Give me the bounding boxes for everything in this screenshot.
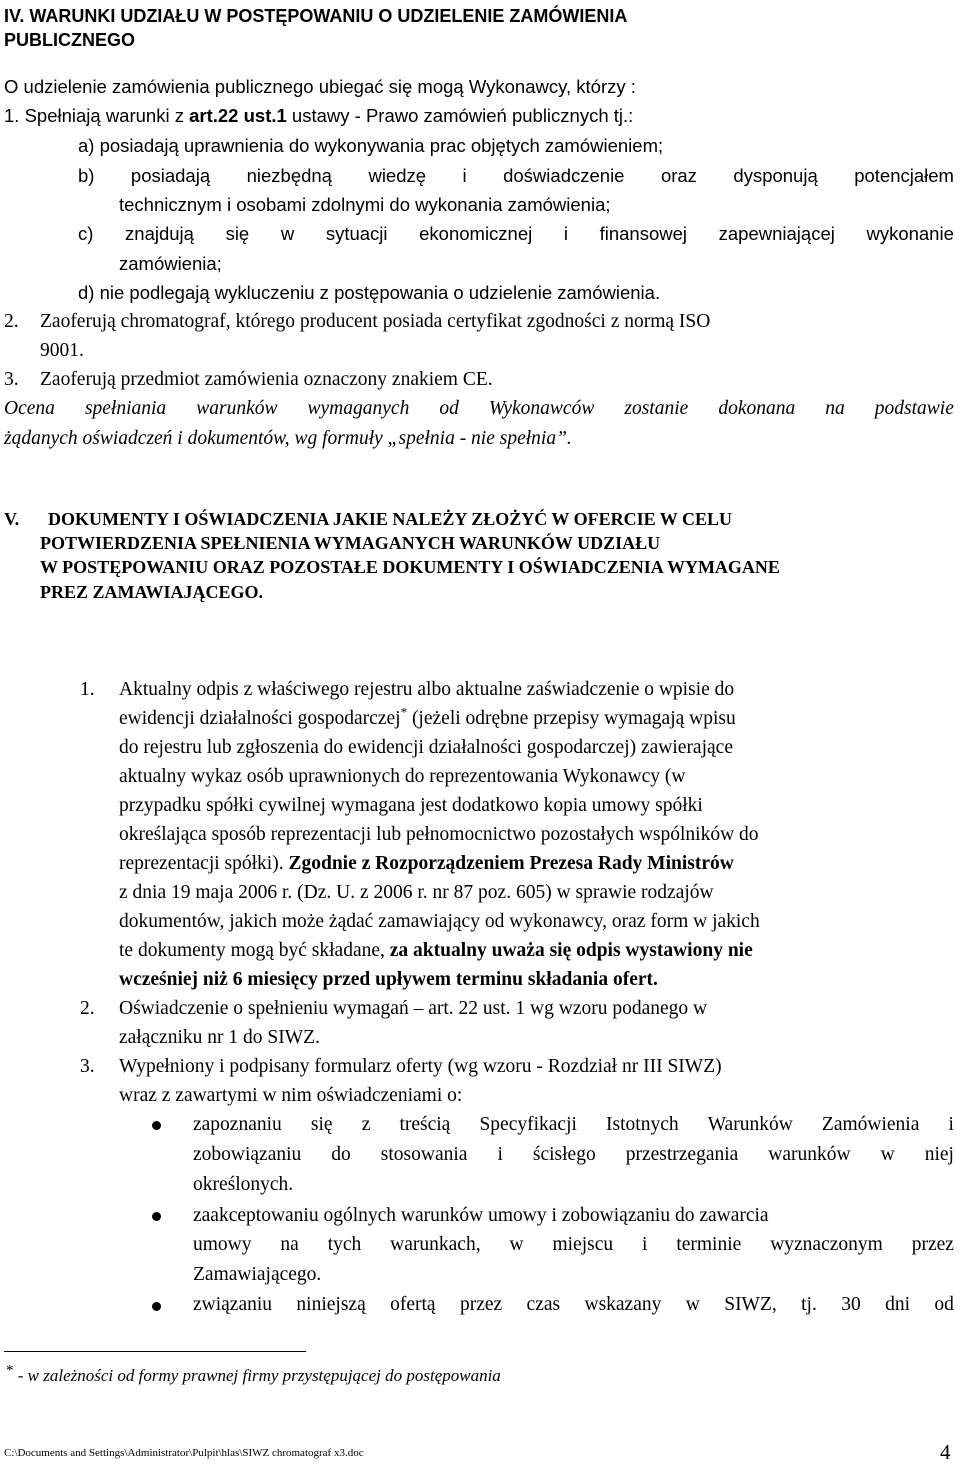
section5-item2-line1: Oświadczenie o spełnieniu wymagań – art. 22 ust. 1 wg wzoru podanego w bbox=[119, 998, 708, 1019]
bullet bbox=[152, 1212, 161, 1221]
section5-item3-line2: wraz z zawartymi w nim oświadczeniami o: bbox=[119, 1085, 463, 1106]
section5-item1-line5: przypadku spółki cywilnej wymagana jest dodatkowo kopia umowy spółki bbox=[119, 795, 703, 816]
section5-heading-number: V. bbox=[4, 509, 20, 529]
word: oraz bbox=[660, 165, 697, 186]
section5-item1-regulation: Zgodnie z Rozporządzeniem Prezesa Rady Ministrów bbox=[288, 853, 734, 874]
section5-item2-number: 2. bbox=[80, 998, 95, 1019]
section4-heading-line2: PUBLICZNEGO bbox=[4, 30, 136, 50]
word: od bbox=[439, 398, 459, 419]
word: dysponują bbox=[733, 165, 818, 186]
section4-item2-number: 2. bbox=[4, 311, 19, 332]
word: finansowej bbox=[599, 223, 688, 244]
bullet1-line1 bbox=[193, 1113, 954, 1137]
word: warunków bbox=[768, 1144, 851, 1165]
section4-item1-text: 1. Spełniają warunki z bbox=[4, 105, 190, 126]
word: umowy bbox=[193, 1234, 252, 1255]
word: Warunków bbox=[707, 1114, 793, 1135]
word: stosowania bbox=[380, 1144, 468, 1165]
word: Wykonawców bbox=[488, 398, 595, 419]
bullet bbox=[152, 1302, 161, 1311]
section5-item1-line8: z dnia 19 maja 2006 r. (Dz. U. z 2006 r. nr 87 poz. 605) w sprawie rodzajów bbox=[119, 882, 714, 903]
word: miejscu bbox=[552, 1234, 614, 1255]
word: i bbox=[642, 1234, 648, 1255]
footnote-text: w zależności od formy prawnej firmy przystępującej do postępowania bbox=[27, 1366, 501, 1385]
word: podstawie bbox=[874, 398, 954, 419]
word: niniejszą bbox=[296, 1294, 366, 1315]
word: terminie bbox=[676, 1234, 742, 1255]
footnote bbox=[6, 1364, 501, 1388]
section5-item2-line2: załączniku nr 1 do SIWZ. bbox=[119, 1027, 320, 1048]
word: zostanie bbox=[624, 398, 689, 419]
section4-item-d: d) nie podlegają wykluczeniu z postępowania o udzielenie zamówienia. bbox=[78, 282, 661, 303]
word: przestrzegania bbox=[625, 1144, 739, 1165]
word: sytuacji bbox=[325, 223, 388, 244]
section4-item-c-cont: zamówienia; bbox=[119, 253, 222, 274]
word: i bbox=[948, 1114, 954, 1135]
word: wykonanie bbox=[866, 223, 954, 244]
section5-item3-number: 3. bbox=[80, 1056, 95, 1077]
word: dokonana bbox=[718, 398, 796, 419]
word: i bbox=[462, 165, 467, 186]
word: tych bbox=[327, 1234, 362, 1255]
word: niezbędną bbox=[246, 165, 332, 186]
word: Istotnych bbox=[606, 1114, 679, 1135]
word: w bbox=[509, 1234, 524, 1255]
word: w bbox=[280, 223, 295, 244]
section5-item1-line2 bbox=[119, 704, 736, 731]
word: ścisłego bbox=[532, 1144, 596, 1165]
section5-item1-line1: Aktualny odpis z właściwego rejestru albo aktualne zaświadczenie o wpisie do bbox=[119, 679, 735, 700]
section4-item2: Zaoferują chromatograf, którego producent posiada certyfikat zgodności z normą ISO bbox=[40, 311, 711, 332]
word: b) bbox=[78, 165, 95, 186]
bullet1-line2 bbox=[193, 1143, 954, 1167]
footnote-star: * bbox=[6, 1362, 14, 1379]
section5-item3-line1: Wypełniony i podpisany formularz oferty (wg wzoru - Rozdział nr III SIWZ) bbox=[119, 1056, 722, 1077]
word: doświadczenie bbox=[503, 165, 625, 186]
bullet2-line3: Zamawiającego. bbox=[193, 1264, 322, 1285]
word: na bbox=[280, 1234, 299, 1255]
section5-item1-line10-text: te dokumenty mogą być składane, bbox=[119, 940, 390, 961]
word: SIWZ, bbox=[724, 1294, 777, 1315]
word: z bbox=[361, 1114, 371, 1135]
footnote-marker: * bbox=[400, 704, 408, 720]
section5-item1-line11: wcześniej niż 6 miesięcy przed upływem terminu składania ofert. bbox=[119, 969, 658, 990]
word: wiedzę bbox=[368, 165, 427, 186]
word: warunków bbox=[196, 398, 278, 419]
page-number: 4 bbox=[940, 1440, 951, 1464]
word: warunkach, bbox=[390, 1234, 481, 1255]
word: związaniu bbox=[193, 1294, 273, 1315]
section4-item-b bbox=[78, 164, 954, 188]
word: Ocena bbox=[4, 398, 55, 419]
footnote-dash: - bbox=[13, 1366, 28, 1385]
bullet2-line1: zaakceptowaniu ogólnych warunków umowy i zobowiązaniu do zawarcia bbox=[193, 1205, 769, 1226]
section5-item1-line10-bold: za aktualny uważa się odpis wystawiony nie bbox=[389, 940, 753, 961]
word: się bbox=[310, 1114, 333, 1135]
word: od bbox=[934, 1294, 954, 1315]
section5-item1-line3: do rejestru lub zgłoszenia do ewidencji działalności gospodarczej) zawierające bbox=[119, 737, 733, 758]
footer-path: C:\Documents and Settings\Administrator\Pulpit\hlas\SIWZ chromatograf x3.doc bbox=[4, 1447, 364, 1459]
section4-item-b-cont: technicznym i osobami zdolnymi do wykonania zamówienia; bbox=[119, 194, 611, 215]
word: tj. bbox=[801, 1294, 817, 1315]
word: potencjałem bbox=[854, 165, 954, 186]
section4-item1 bbox=[4, 104, 633, 128]
section5-item1-line2-text-end: (jeżeli odrębne przepisy wymagają wpisu bbox=[407, 708, 736, 729]
section5-item1-line7-text: reprezentacji spółki). bbox=[119, 853, 289, 874]
section4-item-c bbox=[78, 222, 954, 246]
word: ofertą bbox=[390, 1294, 436, 1315]
word: ekonomicznej bbox=[419, 223, 533, 244]
section4-intro: O udzielenie zamówienia publicznego ubiegać się mogą Wykonawcy, którzy : bbox=[4, 76, 636, 97]
section5-item1-line10 bbox=[119, 939, 753, 963]
word: czas bbox=[526, 1294, 561, 1315]
section4-item2-cont: 9001. bbox=[40, 340, 84, 361]
section5-heading-line1: DOKUMENTY I OŚWIADCZENIA JAKIE NALEŻY ZŁOŻYĆ W OFERCIE W CELU bbox=[48, 509, 732, 529]
section5-item1-line7 bbox=[119, 852, 734, 876]
word: w bbox=[880, 1144, 895, 1165]
section4-item1-text-end: ustawy - Prawo zamówień publicznych tj.: bbox=[286, 105, 634, 126]
bullet bbox=[152, 1121, 161, 1130]
bullet3-line1 bbox=[193, 1293, 954, 1317]
word: znajdują bbox=[125, 223, 194, 244]
word: niej bbox=[924, 1144, 954, 1165]
word: spełniania bbox=[84, 398, 167, 419]
word: przez bbox=[459, 1294, 503, 1315]
section4-assessment bbox=[4, 397, 954, 421]
word: na bbox=[825, 398, 845, 419]
word: 30 bbox=[841, 1294, 861, 1315]
word: do bbox=[331, 1144, 351, 1165]
word: c) bbox=[78, 223, 94, 244]
section4-assessment-cont: żądanych oświadczeń i dokumentów, wg formuły „spełnia - nie spełnia”. bbox=[4, 428, 572, 449]
section5-heading-line3: W POSTĘPOWANIU ORAZ POZOSTAŁE DOKUMENTY I OŚWIADCZENIA WYMAGANE bbox=[40, 557, 780, 577]
word: zobowiązaniu bbox=[193, 1144, 302, 1165]
word: posiadają bbox=[130, 165, 211, 186]
word: dni bbox=[885, 1294, 911, 1315]
word: zapoznaniu bbox=[193, 1114, 282, 1135]
bullet2-line2 bbox=[193, 1233, 954, 1257]
section5-item1-line9: dokumentów, jakich może żądać zamawiający od wykonawcy, oraz form w jakich bbox=[119, 911, 760, 932]
section4-item-a: a) posiadają uprawnienia do wykonywania prac objętych zamówieniem; bbox=[78, 135, 664, 156]
footnote-separator bbox=[4, 1351, 306, 1352]
section4-item3-number: 3. bbox=[4, 369, 19, 390]
section4-heading-line1: IV. WARUNKI UDZIAŁU W POSTĘPOWANIU O UDZIELENIE ZAMÓWIENIA bbox=[4, 6, 628, 26]
section5-heading-line2: POTWIERDZENIA SPEŁNIENIA WYMAGANYCH WARUNKÓW UDZIAŁU bbox=[40, 533, 661, 553]
section5-item1-line6: określająca sposób reprezentacji lub pełnomocnictwo pozostałych wspólników do bbox=[119, 824, 759, 845]
word: i bbox=[497, 1144, 503, 1165]
section5-item1-line4: aktualny wykaz osób uprawnionych do reprezentowania Wykonawcy (w bbox=[119, 766, 686, 787]
word: zapewniającej bbox=[718, 223, 835, 244]
word: Zamówienia bbox=[821, 1114, 920, 1135]
word: treścią bbox=[399, 1114, 451, 1135]
word: się bbox=[225, 223, 250, 244]
word: i bbox=[563, 223, 568, 244]
section4-item1-article: art.22 ust.1 bbox=[189, 105, 287, 126]
word: wskazany bbox=[584, 1294, 662, 1315]
section5-heading-line4: PREZ ZAMAWIAJĄCEGO. bbox=[40, 582, 264, 602]
word: w bbox=[685, 1294, 700, 1315]
bullet1-line3: określonych. bbox=[193, 1174, 294, 1195]
word: wyznaczonym bbox=[770, 1234, 883, 1255]
word: Specyfikacji bbox=[479, 1114, 577, 1135]
word: wymaganych bbox=[307, 398, 410, 419]
section5-item1-line2-text: ewidencji działalności gospodarczej bbox=[119, 708, 401, 729]
section5-item1-number: 1. bbox=[80, 679, 95, 700]
section4-item3: Zaoferują przedmiot zamówienia oznaczony znakiem CE. bbox=[40, 369, 493, 390]
word: przez bbox=[911, 1234, 954, 1255]
